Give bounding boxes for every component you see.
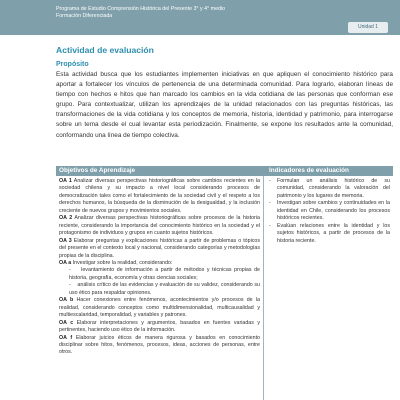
objective-item: OA 3 Elaborar preguntas y explicaciones históricas a partir de problemas o tópicos del presente en el contexto local y nacional, considerando categorías y metodologías propias de la disciplina.: [59, 237, 260, 259]
indicator-item: - Investigan sobre cambios y continuidades en la identidad en Chile, considerando los procesos históricos recientes.: [269, 200, 390, 222]
program-track: Formación Diferenciada: [56, 13, 113, 19]
activity-title: Actividad de evaluación: [56, 45, 154, 55]
objective-subitem: - análisis crítico de las evidencias y evaluación de su validez, considerando su uso ético para respaldar opiniones.: [69, 282, 260, 296]
table-header-row: [56, 166, 393, 176]
objective-subitem: - levantamiento de información a partir de métodos y técnicas propias de historia, geografía, economía y otras ciencias sociales;: [69, 267, 260, 281]
col-header-objectives: Objetivos de Aprendizaje: [59, 167, 136, 174]
objective-item: OA c Elaborar interpretaciones y argumentos, basados en fuentes variadas y pertinentes, haciendo uso ético de la información.: [59, 319, 260, 334]
bullet-marker: -: [69, 282, 71, 289]
header-text: [56, 6, 225, 20]
objective-item: OA b Hacer conexiones entre fenómenos, acontecimientos y/o procesos de la realidad, considerando conceptos como multidimensionalidad, multicausalidad y multiescalaridad, temporalidad, y variables y patrones.: [59, 297, 260, 319]
unit-badge: Unidad 1: [348, 22, 388, 33]
column-divider: [263, 176, 264, 400]
indicator-item: - Formulan un análisis histórico de su comunidad, considerando la valoración del patrimonio y los lugares de memoria.: [269, 178, 390, 199]
objectives-table: [56, 166, 393, 400]
indicators-column: [268, 178, 390, 245]
indicator-item: - Evalúan relaciones entre la identidad y los sujetos históricos, a partir de procesos de la historia reciente.: [269, 222, 390, 244]
dash-marker: -: [269, 178, 271, 184]
objective-item: OA 2 Analizar diversas perspectivas historiográficas sobre procesos de la historia reciente, considerando la importancia del conocimiento histórico en la sociedad y el protagonismo de individuos y grupos en cuanto sujetos históricos.: [59, 215, 261, 237]
dash-marker: -: [269, 200, 271, 207]
dash-marker: -: [269, 222, 271, 229]
purpose-heading: Propósito: [56, 61, 89, 68]
col-header-indicators: Indicadores de evaluación: [269, 167, 349, 174]
objective-item: OA 1 Analizar diversas perspectivas historiográficas sobre cambios recientes en la sociedad chilena y su impacto a nivel local considerando procesos de democratización tales como el fortalecimiento de la sociedad civil y el respeto a los derechos humanos, la búsqueda de la disminución de la desigualdad, y la inclusión creciente de nuevos grupos y movimientos sociales.: [59, 178, 260, 214]
objective-item: OA a Investigar sobre la realidad, considerando:: [59, 259, 173, 266]
program-name: Programa de Estudio Comprensión Histórica del Presente 3° y 4° medio: [56, 6, 226, 12]
bullet-marker: -: [69, 267, 71, 274]
page-header: [0, 0, 400, 35]
purpose-paragraph: Esta actividad busca que los estudiantes implementen iniciativas en que apliquen el conocimiento histórico para aportar a fortalecer los vínculos de pertenencia de una determinada comunidad. Para lograrlo, elaboran líneas de tiempo con hechos e hitos que han marcado los cambios en la vida cotidiana de las personas que conforman ese grupo. Para contextualizar, utilizan los aprendizajes de la unidad relacionados con las preguntas históricas, las transformaciones de la vida cotidiana y los conceptos de memoria, historia, identidad y patrimonio, para interrogarse sobre un tema desde el cual levantar esta periodización. Finalmente, se expone los resultados ante la comunidad, conformando una línea de tiempo colectiva.: [56, 71, 393, 139]
objectives-column: [59, 178, 260, 357]
objective-item: OA f Elaborar juicios éticos de manera rigurosa y basados en conocimiento disciplinar sobre hitos, fenómenos, procesos, ideas, acciones de personas, entre otros.: [59, 334, 260, 356]
